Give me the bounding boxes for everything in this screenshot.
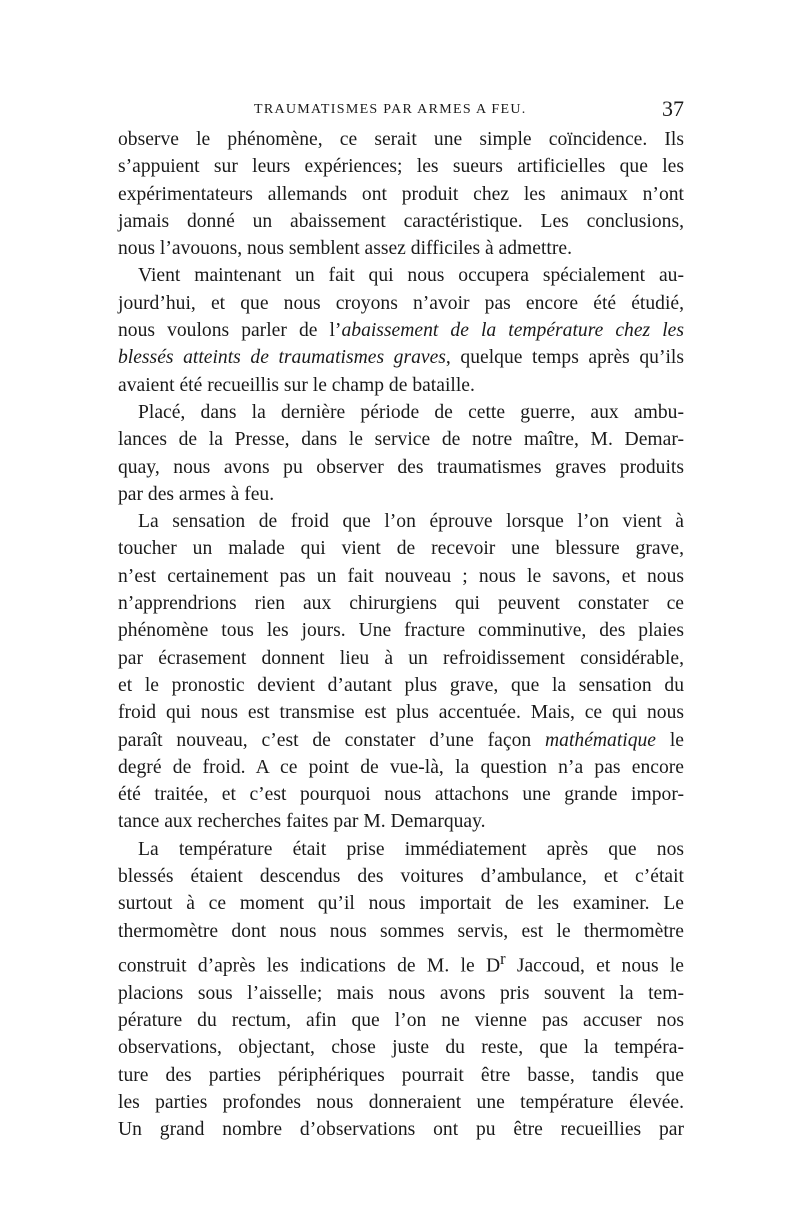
text-line: avaient été recueillis sur le champ de bataille. <box>118 374 475 396</box>
text-line: tance aux recherches faites par M. Demarquay. <box>118 811 486 833</box>
paragraph-3 <box>118 399 684 508</box>
text-line: jourd’hui, et que nous croyons n’avoir pas encore été étudié, <box>118 292 684 314</box>
paragraph-5 <box>118 836 684 1144</box>
text-line <box>118 945 684 980</box>
text-line: les parties profondes nous donneraient une température élevée. <box>118 1091 684 1113</box>
text-run: , quelque temps après qu’ils <box>445 347 685 369</box>
body-text <box>118 126 684 1144</box>
text-line: lances de la Presse, dans le service de notre maître, M. Demar- <box>118 429 684 451</box>
text-line: et le pronostic devient d’autant plus grave, que la sensation du <box>118 674 684 696</box>
text-line: observe le phénomène, ce serait une simple coïncidence. Ils <box>118 129 684 150</box>
text-line: thermomètre dont nous nous sommes servis, est le thermomètre <box>118 920 684 942</box>
text-line: n’apprendrions rien aux chirurgiens qui peuvent constater ce <box>118 593 684 615</box>
text-line: blessés étaient descendus des voitures d’ambulance, et c’était <box>118 866 684 888</box>
text-line: Un grand nombre d’observations ont pu être recueillies par <box>118 1119 684 1141</box>
text-line: pérature du rectum, afin que l’on ne vienne pas accuser nos <box>118 1010 684 1032</box>
text-line: La sensation de froid que l’on éprouve lorsque l’on vient à <box>138 511 684 533</box>
text-line: par écrasement donnent lieu à un refroidissement considérable, <box>118 647 684 669</box>
text-line: ture des parties périphériques pourrait être basse, tandis que <box>118 1064 684 1086</box>
text-line: froid qui nous est transmise est plus accentuée. Mais, ce qui nous <box>118 702 684 724</box>
text-line <box>118 727 684 754</box>
text-line: nous l’avouons, nous semblent assez difficiles à admettre. <box>118 238 572 260</box>
text-run: paraît nouveau, c’est de constater d’une façon <box>118 729 532 751</box>
text-line: s’appuient sur leurs expériences; les sueurs artificielles que les <box>118 156 684 178</box>
italic-phrase: abaissement de la température chez les <box>341 320 685 342</box>
text-line <box>118 317 684 344</box>
text-run: construit d’après les indications de M. le D <box>118 955 501 977</box>
text-line: n’est certainement pas un fait nouveau ; nous le savons, et nous <box>118 565 684 587</box>
text-line: jamais donné un abaissement caractéristique. Les conclusions, <box>118 210 684 232</box>
text-line: Placé, dans la dernière période de cette guerre, aux ambu- <box>138 401 684 423</box>
text-line: degré de froid. A ce point de vue-là, la question n’a pas encore <box>118 756 684 778</box>
text-line: surtout à ce moment qu’il nous importait de les examiner. Le <box>118 893 684 915</box>
text-line: La température était prise immédiatement après que nos <box>138 838 684 860</box>
italic-phrase: blessés atteints de traumatismes graves <box>118 347 446 369</box>
superscript: r <box>500 948 506 968</box>
text-line: expérimentateurs allemands ont produit chez les animaux n’ont <box>118 183 684 205</box>
text-line: par des armes à feu. <box>118 483 275 505</box>
paragraph-4 <box>118 508 684 836</box>
paragraph-2 <box>118 262 684 398</box>
text-run: Jaccoud, et nous le <box>505 955 684 977</box>
text-line: été traitée, et c’est pourquoi nous attachons une grande impor- <box>118 784 684 806</box>
text-line: toucher un malade qui vient de recevoir une blessure grave, <box>118 538 684 560</box>
running-title: TRAUMATISMES PAR ARMES A FEU. <box>254 102 527 117</box>
paragraph-1 <box>118 126 684 262</box>
italic-word: mathématique <box>545 729 657 751</box>
text-line: placions sous l’aisselle; mais nous avons pris souvent la tem- <box>118 982 684 1004</box>
page-header <box>118 96 684 126</box>
text-line: observations, objectant, chose juste du reste, que la tempéra- <box>118 1037 684 1059</box>
text-line: Vient maintenant un fait qui nous occupera spécialement au- <box>138 265 684 287</box>
text-run: le <box>669 729 684 751</box>
text-line: phénomène tous les jours. Une fracture comminutive, des plaies <box>118 620 684 642</box>
text-line: quay, nous avons pu observer des traumatismes graves produits <box>118 456 684 478</box>
page-number: 37 <box>662 96 684 121</box>
text-line <box>118 344 684 371</box>
text-run: nous voulons parler de l’ <box>118 320 342 342</box>
